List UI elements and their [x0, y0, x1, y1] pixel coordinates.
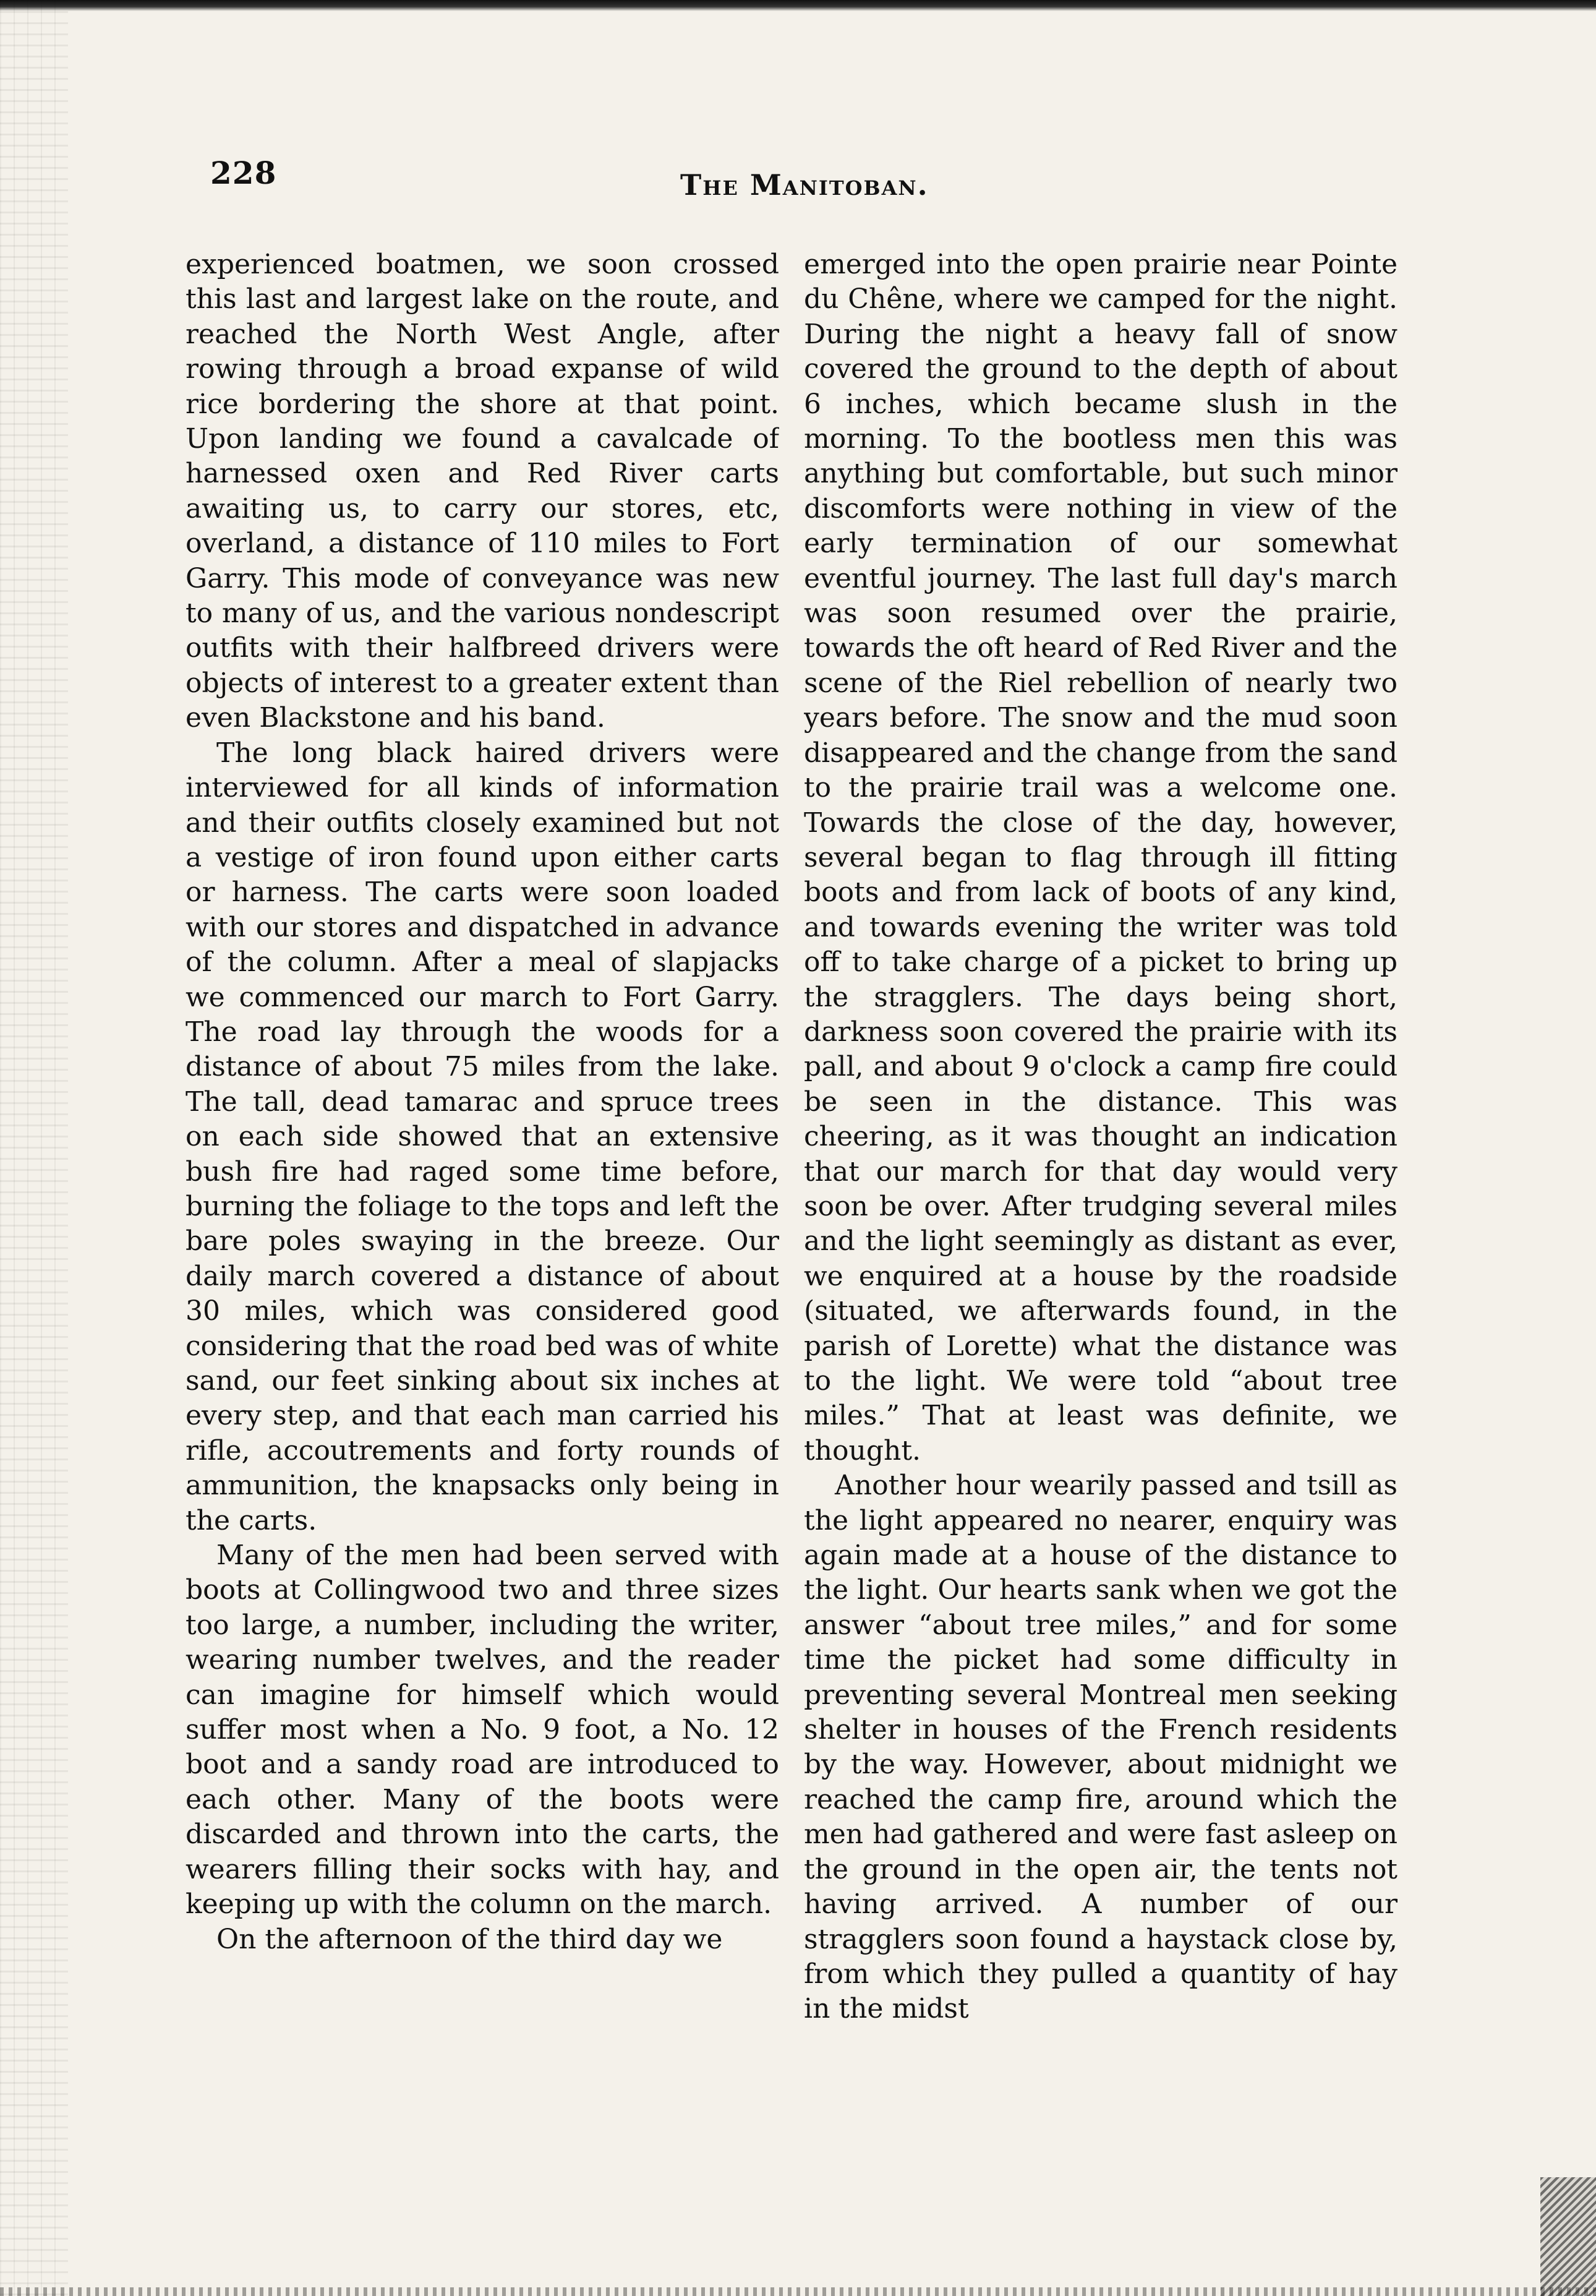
scan-left-margin — [0, 0, 68, 2296]
scan-top-edge — [0, 0, 1596, 11]
scan-bottom-edge — [0, 2287, 1596, 2296]
paragraph: experienced boatmen, we soon crossed this last and largest lake on the route, and reached the North West Angle, after rowing through a broad expanse of wild rice bordering the shore at that point. Upon landing we found a cavalcade of harnessed oxen and Red River carts awaiting us, to carry our stores, etc, overland, a distance of 110 miles to Fort Garry. This mode of conveyance was new to many of us, and the various nondescript outfits with their halfbreed drivers were objects of interest to a greater extent than even Blackstone and his band. — [186, 249, 779, 734]
right-column — [804, 247, 1398, 2115]
left-column — [186, 247, 779, 2115]
paragraph: Many of the men had been served with boots at Collingwood two and three sizes too large, a number, including the writer, wearing number twelves, and the reader can imagine for himself which would suffer most when a No. 9 foot, a No. 12 boot and a sandy road are introduced to each other. Many of the boots were discarded and thrown into the carts, the wearers filling their socks with hay, and keeping up with the column on the march. — [186, 1540, 779, 1921]
paragraph: emerged into the open prairie near Pointe du Chêne, where we camped for the night. During the night a heavy fall of snow covered the ground to the depth of about 6 inches, which became slush in the morning. To the bootless men this was anything but comfortable, but such minor discomforts were nothing in view of the early termination of our somewhat eventful journey. The last full day's march was soon resumed over the prairie, towards the oft heard of Red River and the scene of the Riel rebellion of nearly two years before. The snow and the mud soon disappeared and the change from the sand to the prairie trail was a welcome one. Towards the close of the day, however, several began to flag through ill fitting boots and from lack of boots of any kind, and towards evening the writer was told off to take charge of a picket to bring up the stragglers. The days being short, darkness soon covered the prairie with its pall, and about 9 o'clock a camp fire could be seen in the distance. This was cheering, as it was thought an indication that our march for that day would very soon be over. After trudging several miles and the light seemingly as distant as ever, we enquired at a house by the roadside (situated, we afterwards found, in the parish of Lorette) what the distance was to the light. We were told “about tree miles.” That at least was definite, we thought. — [804, 249, 1398, 1467]
paragraph: On the afternoon of the third day we — [216, 1923, 723, 1955]
scan-right-edge — [1540, 2177, 1596, 2296]
paragraph: The long black haired drivers were interviewed for all kinds of information and their outfits closely examined but not a vestige of iron found upon either carts or harness. The carts were soon loaded with our stores and dispatched in advance of the column. After a meal of slapjacks we commenced our march to Fort Garry. The road lay through the woods for a distance of about 75 miles from the lake. The tall, dead tamarac and spruce trees on each side showed that an extensive bush fire had raged some time before, burning the foliage to the tops and left the bare poles swaying in the breeze. Our daily march covered a distance of about 30 miles, which was considered good considering that the road bed was of white sand, our feet sinking about six inches at every step, and that each man carried his rifle, accoutrements and forty rounds of ammunition, the knapsacks only being in the carts. — [186, 737, 779, 1536]
paragraph: Another hour wearily passed and tsill as the light appeared no nearer, enquiry was again made at a house of the distance to the light. Our hearts sank when we got the answer “about tree miles,” and for some time the picket had some difficulty in preventing several Montreal men seeking shelter in houses of the French residents by the way. However, about midnight we reached the camp fire, around which the men had gathered and were fast asleep on the ground in the open air, the tents not having arrived. A number of our stragglers soon found a haystack close by, from which they pulled a quantity of hay in the midst — [804, 1470, 1398, 2025]
running-head: The Manitoban. — [680, 168, 929, 202]
page-number: 228 — [210, 155, 277, 191]
